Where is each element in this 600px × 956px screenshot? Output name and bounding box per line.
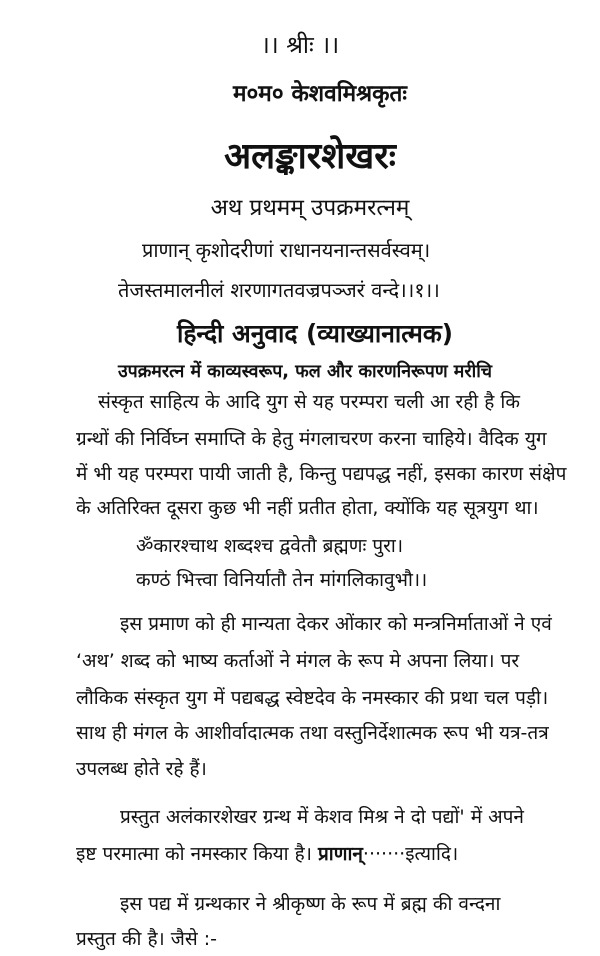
para3-line1: प्रस्तुत अलंकारशेखर ग्रन्थ में केशव मिश्र ने दो पद्यों' में अपने: [120, 806, 524, 828]
verse2-line2: कण्ठं भित्त्वा विनिर्यातौ तेन मांगलिकावुभौ।।: [136, 569, 428, 591]
chapter-title: अथ प्रथमम् उपक्रमरत्नम्: [210, 195, 410, 221]
para1-line: संस्कृत साहित्य के आदि युग से यह परम्परा चली आ रही है कि: [98, 391, 520, 413]
translation-heading: हिन्दी अनुवाद (व्याख्यानात्मक): [176, 319, 453, 348]
para2-line: लौकिक संस्कृत युग में पद्यबद्ध स्वेष्टदेव के नमस्कार की प्रथा चल पड़ी।: [76, 687, 549, 709]
para2-line: उपलब्ध होते रहे हैं।: [76, 758, 207, 780]
para4-line: प्रस्तुत की है। जैसे :-: [76, 928, 218, 950]
invocation: ।। श्रीः ।।: [260, 31, 340, 59]
page-title: अलङ्कारशेखरः: [224, 136, 396, 177]
verse-reference: प्राणान्: [317, 843, 363, 865]
para2-line: इस प्रमाण को ही मान्यता देकर ओंकार को मन्त्रनिर्माताओं ने एवं: [120, 613, 552, 635]
verse2-line1: ॐकारश्चाथ शब्दश्च द्ववेतौ ब्रह्मणः पुरा।: [136, 535, 404, 557]
para1-line: ग्रन्थों की निर्विघ्न समाप्ति के हेतु मंगलाचरण करना चाहिये। वैदिक युग: [76, 428, 547, 450]
para1-line: के अतिरिक्त दूसरा कुछ भी नहीं प्रतीत होता, क्योंकि यह सूत्रयुग था।: [76, 497, 539, 519]
para2-line: साथ ही मंगल के आशीर्वादात्मक तथा वस्तुनिर्देशात्मक रूप भी यत्र-तत्र: [76, 722, 549, 744]
para4-line: इस पद्य में ग्रन्थकार ने श्रीकृष्ण के रूप में ब्रह्म की वन्दना: [120, 893, 501, 915]
verse1-line2: तेजस्तमालनीलं शरणागतवज्रपञ्जरं वन्दे।।१।।: [118, 278, 440, 302]
para1-line: में भी यह परम्परा पायी जाती है, किन्तु पद्यपद्ध नहीं, इसका कारण संक्षेप: [76, 463, 567, 485]
para2-line: ‘अथ’ शब्द को भाष्य कर्ताओं ने मंगल के रूप मे अपना लिया। पर: [76, 650, 520, 672]
verse1-line1: प्राणान् कृशोदरीणां राधानयनान्तसर्वस्वम्।: [142, 238, 431, 262]
para3-line2-text: इष्ट परमात्मा को नमस्कार किया है।: [76, 843, 312, 865]
author-line: म०म० केशवमिश्रकृतः: [233, 81, 407, 107]
para3-line2-tail: ·······इत्यादि।: [362, 843, 459, 865]
para3-line2: [76, 840, 458, 866]
translation-subheading: उपक्रमरत्न में काव्यस्वरूप, फल और कारणनिरूपण मरीचि: [117, 361, 493, 382]
